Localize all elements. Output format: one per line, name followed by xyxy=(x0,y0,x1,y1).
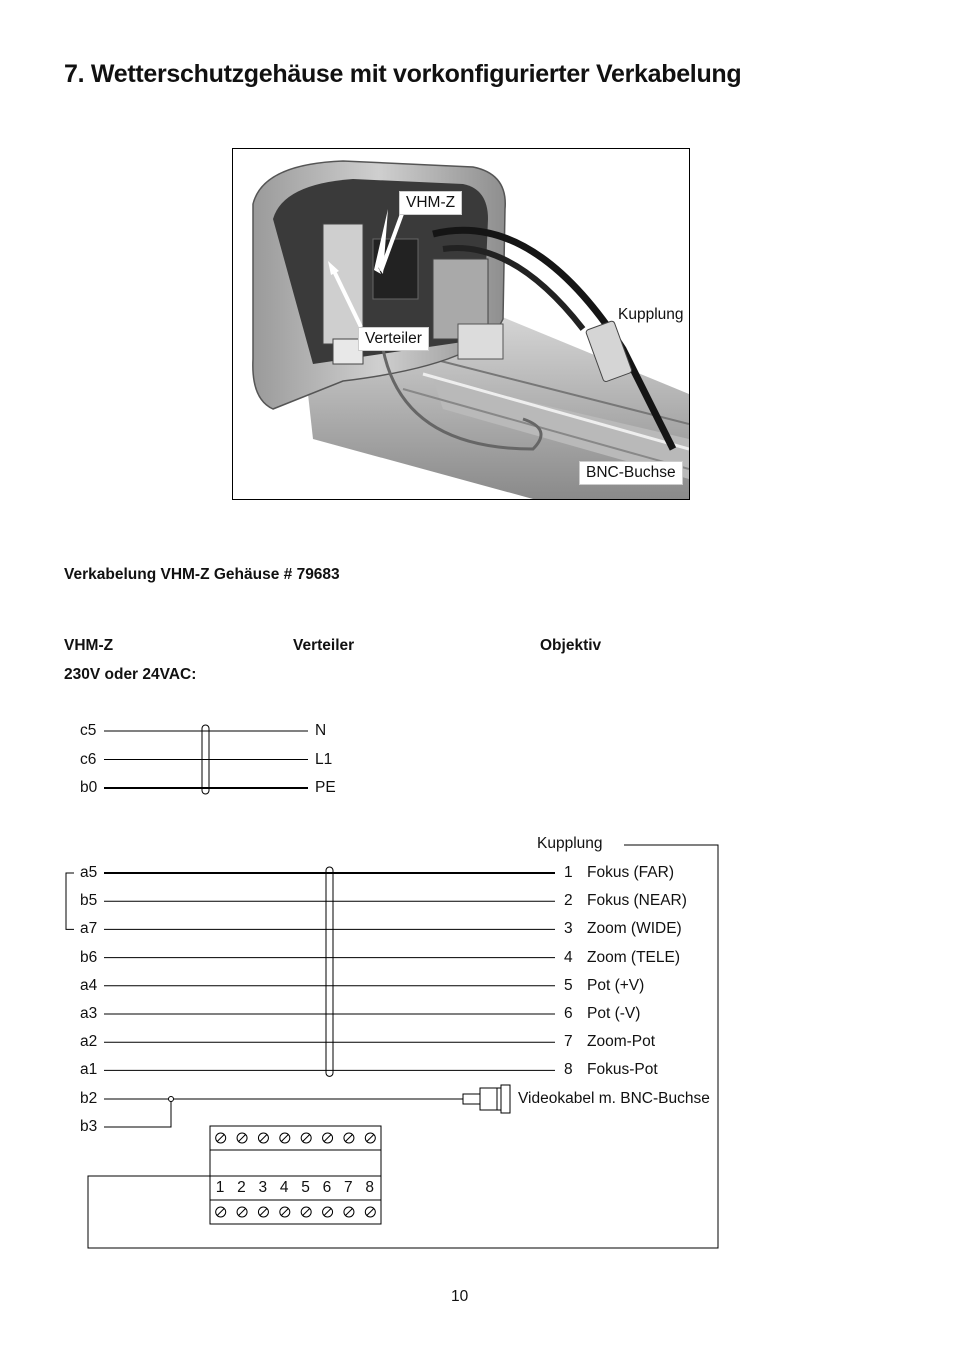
section-heading: Verkabelung VHM-Z Gehäuse # 79683 xyxy=(64,566,340,583)
bnc-flange xyxy=(501,1085,510,1113)
power-wire-to-label: N xyxy=(315,722,327,739)
callout-vhm-z: VHM-Z xyxy=(399,191,462,215)
signal-wire-from-label: b6 xyxy=(80,948,98,966)
kupplung-label: Kupplung xyxy=(537,835,603,852)
power-wiring xyxy=(104,725,308,794)
terminal-number: 2 xyxy=(237,1179,246,1196)
column-heading-vhm-z: VHM-Z xyxy=(64,637,114,654)
terminal-number: 3 xyxy=(258,1179,268,1196)
video-wiring xyxy=(104,1085,510,1127)
column-heading-verteiler: Verteiler xyxy=(293,637,355,654)
page-title: 7. Wetterschutzgehäuse mit vorkonfigurierter Verkabelung xyxy=(64,60,742,88)
terminal-number: 1 xyxy=(215,1179,225,1196)
objektiv-function-label: Pot (-V) xyxy=(587,1005,641,1022)
kupplung-pin-number: 4 xyxy=(564,948,573,966)
power-heading: 230V oder 24VAC: xyxy=(64,666,197,683)
video-wire-b3-label: b3 xyxy=(80,1118,98,1135)
signal-wire-from-label: b5 xyxy=(80,892,98,910)
objektiv-function-label: Fokus (NEAR) xyxy=(587,892,687,910)
callout-bnc-buchse: BNC-Buchse xyxy=(579,461,683,485)
terminal-number: 4 xyxy=(279,1179,289,1196)
terminal-number-row xyxy=(210,1176,381,1200)
power-wire-from-label: c6 xyxy=(80,750,97,768)
bnc-body xyxy=(480,1088,501,1110)
signal-wire-from-label: a3 xyxy=(80,1005,98,1022)
objektiv-function-label: Fokus (FAR) xyxy=(587,864,674,881)
kupplung-pin-number: 3 xyxy=(564,920,573,938)
callout-verteiler: Verteiler xyxy=(358,327,429,351)
signal-wire-from-label: a1 xyxy=(80,1061,98,1079)
terminal-block xyxy=(210,1126,381,1224)
kupplung-pin-number: 2 xyxy=(564,892,573,910)
kupplung-pin-number: 5 xyxy=(564,976,573,994)
power-wire-to-label: PE xyxy=(315,779,336,796)
kupplung-pin-number: 1 xyxy=(564,864,573,881)
signal-wire-from-label: a5 xyxy=(80,864,98,881)
signal-wire-from-label: a2 xyxy=(80,1033,98,1051)
power-wire-from-label: b0 xyxy=(80,779,98,796)
cable-bundle xyxy=(326,867,333,1076)
power-wire-from-label: c5 xyxy=(80,722,97,739)
signal-wire-from-label: a7 xyxy=(80,920,98,938)
objektiv-function-label: Pot (+V) xyxy=(587,976,645,994)
objektiv-function-label: Fokus-Pot xyxy=(587,1061,658,1079)
kupplung-pin-number: 6 xyxy=(564,1005,573,1022)
column-heading-objektiv: Objektiv xyxy=(540,637,602,654)
terminal-number: 5 xyxy=(301,1179,310,1196)
page-number: 10 xyxy=(451,1288,469,1305)
terminal-body xyxy=(210,1150,381,1176)
objektiv-function-label: Zoom (WIDE) xyxy=(587,920,682,938)
power-wire-to-label: L1 xyxy=(315,750,333,768)
signal-wire-from-label: a4 xyxy=(80,976,98,994)
objektiv-function-label: Zoom-Pot xyxy=(587,1033,656,1051)
terminal-screw-row-bottom xyxy=(210,1200,381,1224)
video-cable-label: Videokabel m. BNC-Buchse xyxy=(518,1090,710,1107)
video-wire-b3 xyxy=(104,1099,171,1127)
terminal-number: 6 xyxy=(322,1179,332,1196)
objektiv-function-label: Zoom (TELE) xyxy=(587,948,681,966)
terminal-number: 7 xyxy=(343,1179,353,1196)
callout-kupplung: Kupplung xyxy=(618,306,684,323)
kupplung-pin-number: 8 xyxy=(564,1061,573,1079)
junction-dot xyxy=(169,1097,174,1102)
terminal-screw-row-top xyxy=(210,1126,381,1150)
terminal-number: 8 xyxy=(365,1179,374,1196)
bridge-a5-a7 xyxy=(66,873,74,929)
bnc-plug xyxy=(463,1094,480,1104)
kupplung-pin-number: 7 xyxy=(564,1033,573,1051)
video-wire-b2-label: b2 xyxy=(80,1090,98,1107)
